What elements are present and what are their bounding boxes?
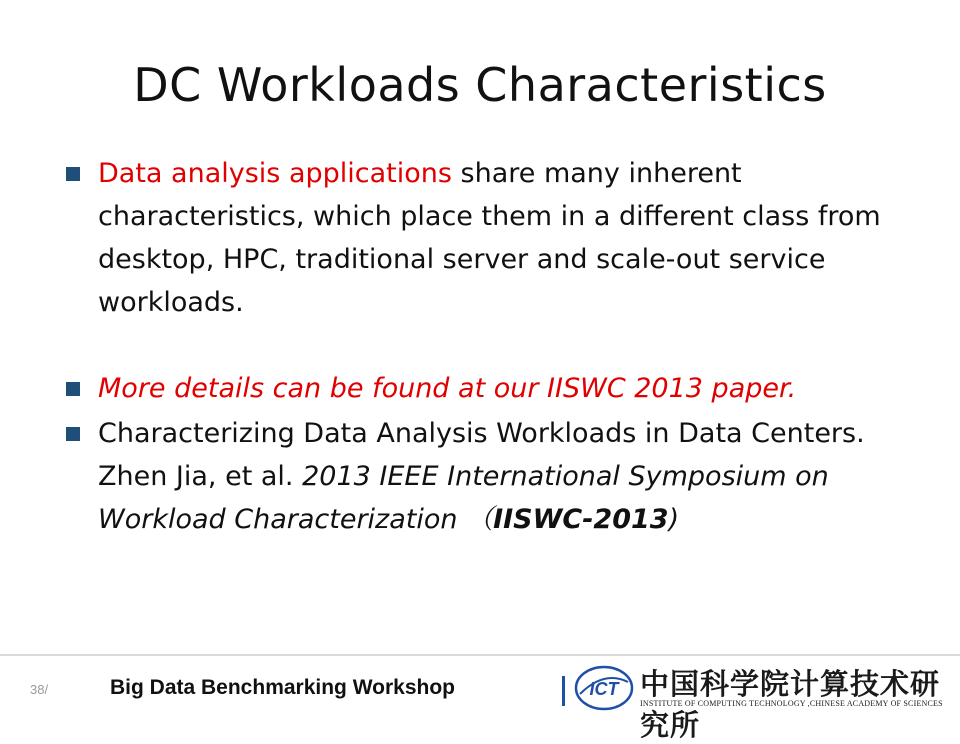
citation-authors: Characterizing Data Analysis Workloads in Data Centers. Zhen Jia, et al. [98, 418, 865, 492]
citation-abbr: IISWC-2013 [493, 504, 669, 535]
bullet-text: share many inherent characteristics, which place them in a different class from desktop, HPC, traditional server and scale-out service workloads. [98, 158, 881, 318]
bullet-text: More details can be found at our IISWC 2013 paper. [98, 373, 797, 404]
ict-logo-icon [574, 664, 634, 712]
citation-venue: 2013 IEEE International Symposium on Workload Characterization [98, 461, 829, 535]
bullet-item-data-analysis [66, 152, 926, 324]
page-number: 38/ [30, 682, 49, 697]
slide-title: DC Workloads Characteristics [133, 58, 827, 112]
square-bullet-icon [66, 167, 80, 181]
square-bullet-icon [66, 382, 80, 396]
workshop-name: Big Data Benchmarking Workshop [110, 676, 456, 699]
citation-paren-open: （ [457, 504, 494, 535]
square-bullet-icon [66, 427, 80, 441]
bullet-item-citation [66, 412, 926, 541]
citation-paren-close: ) [668, 504, 680, 535]
footer-separator [562, 676, 565, 706]
institute-en-name: INSTITUTE OF COMPUTING TECHNOLOGY ,CHINESE ACADEMY OF SCIENCES [640, 699, 943, 708]
ict-logo-text: ICT [589, 679, 619, 699]
footer-divider [0, 654, 960, 656]
bullet-item-more-details [66, 367, 926, 410]
institute-cn-name: 中国科学院计算技术研究所 [640, 667, 941, 742]
bullet-list [66, 152, 926, 541]
bullet-highlight: Data analysis applications [98, 158, 452, 189]
